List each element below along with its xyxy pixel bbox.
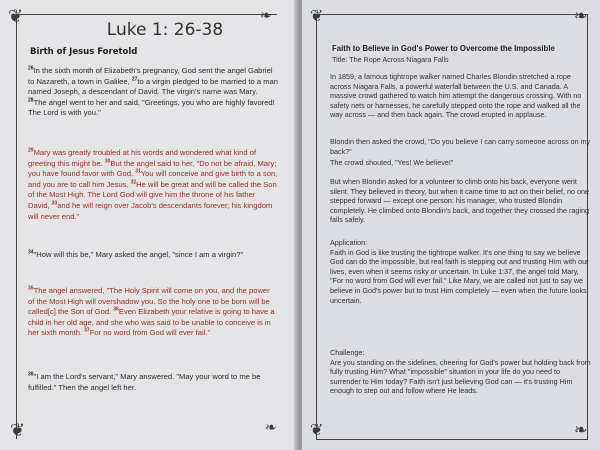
corner-flourish-icon: ❦: [10, 420, 26, 441]
verse-text: The angel went to her and said, "Greetings, you who are highly favored! The Lord is with you.": [28, 97, 275, 118]
story-paragraph: The crowd shouted, "Yes! We believe!": [330, 158, 454, 167]
verse-text: Even Elizabeth your relative is going to have a child in her old age, and she who was said to be unable to conceive is in her sixth month.: [28, 307, 275, 338]
verse-text: The angel answered, "The Holy Spirit will come on you, and the power of the Most High will overshadow you. So the holy one to be born will be called[c] the Son of God.: [28, 286, 270, 317]
challenge-label: Challenge:: [330, 348, 365, 357]
corner-flourish-icon: ❦: [310, 420, 324, 439]
verse-text: "I am the Lord's servant," Mary answered. "May your word to me be fulfilled." Then the angel left her.: [28, 372, 261, 392]
verse-paragraph: [28, 286, 278, 339]
verse-text: to a virgin pledged to be married to a man named Joseph, a descendant of David. The virgin's name was Mary.: [28, 76, 278, 97]
verse-number: 32: [130, 179, 137, 186]
verse-number: 31: [135, 168, 141, 175]
corner-flourish-icon: ❦: [310, 6, 324, 25]
page-subtitle: Birth of Jesus Foretold: [30, 47, 138, 57]
application-section: [330, 238, 592, 305]
verse-paragraph: [28, 66, 278, 119]
verse-number: 28: [28, 97, 34, 104]
verse-number: 29: [28, 147, 34, 154]
challenge-section: [330, 348, 592, 396]
verse-paragraph: [28, 250, 278, 261]
devotional-title: Faith to Believe in God's Power to Overcome the Impossible: [332, 44, 555, 53]
verse-number: 36: [113, 306, 119, 313]
verse-paragraph: [28, 372, 278, 393]
verse-text: But the angel said to her, "Do not be afraid, Mary; you have found favor with God.: [28, 158, 277, 179]
verse-number: 27: [131, 76, 138, 83]
verse-number: 35: [28, 285, 34, 292]
verse-number: 26: [28, 65, 34, 72]
verse-text: For no word from God will ever fail.": [89, 328, 211, 338]
verse-text: "How will this be," Mary asked the angel, "since I am a virgin?": [33, 250, 244, 259]
verse-number: 38: [28, 371, 34, 378]
corner-flourish-icon: ❧: [265, 420, 277, 436]
verse-paragraph: [28, 148, 278, 222]
story-paragraph: In 1859, a famous tightrope walker named Charles Blondin stretched a rope across Niagara Falls, a powerful waterfall between the U.S. and Canada. A massive crowd gathered to watch him attempt the dangerous crossing. With no safety nets or harnesses, he carefully stepped onto the rope and walked all the way across — and then back again. The crowd erupted in applause.: [330, 72, 582, 120]
verse-text: In the sixth month of Elizabeth's pregnancy, God sent the angel Gabriel to Nazareth, a town in Galilee,: [28, 66, 273, 86]
verse-text: Mary was greatly troubled at his words and wondered what kind of greeting this might be.: [28, 148, 257, 168]
story-paragraph: Blondin then asked the crowd, "Do you believe I can carry someone across on my back?": [330, 137, 591, 156]
page-heading: Luke 1: 26-38: [106, 20, 224, 40]
verse-number: 33: [51, 200, 58, 207]
verse-text: and he will reign over Jacob's descendants forever; his kingdom will never end.": [28, 200, 273, 221]
corner-flourish-icon: ❧: [260, 8, 272, 24]
application-text: Faith in God is like trusting the tightrope walker. It's one thing to say we believe God can do the impossible, but real faith is stepping out and trusting Him with our lives, even when it seems risky or uncertain. In Luke 1:37, the angel told Mary, "For no word from God will ever fail." Like Mary, we are called not just to say we believe in God's power but to trust Him completely — even when the future looks uncertain.: [330, 247, 589, 305]
verse-number: 37: [84, 327, 90, 334]
application-label: Application:: [330, 238, 368, 247]
verse-text: You will conceive and give birth to a son, and you are to call him Jesus.: [28, 169, 278, 189]
right-page: [302, 0, 600, 450]
verse-number: 34: [28, 249, 34, 256]
verse-text: He will be great and will be called the Son of the Most High. The Lord God will give him the throne of his father David,: [28, 179, 277, 210]
challenge-text: Are you standing on the sidelines, cheering for God's power but holding back from fully trusting Him? What "impossible" situation in your life do you need to surrender to Him today? Faith isn't just believing God can — it's trusting Him enough to step out and follow where He leads.: [330, 357, 591, 396]
corner-flourish-icon: ❧: [574, 420, 588, 439]
story-paragraph: But when Blondin asked for a volunteer to climb onto his back, everyone went silent. They believed in theory, but when it came time to act on their belief, no one stepped forward — except one person: his manager, who trusted Blondin completely. He climbed onto Blondin's back, and together they crossed the raging falls safely.: [330, 177, 590, 225]
corner-flourish-icon: ❦: [8, 6, 24, 27]
corner-flourish-icon: ❧: [574, 6, 588, 25]
verse-number: 30: [104, 158, 111, 165]
devotional-subtitle: Title: The Rope Across Niagara Falls: [332, 55, 449, 64]
